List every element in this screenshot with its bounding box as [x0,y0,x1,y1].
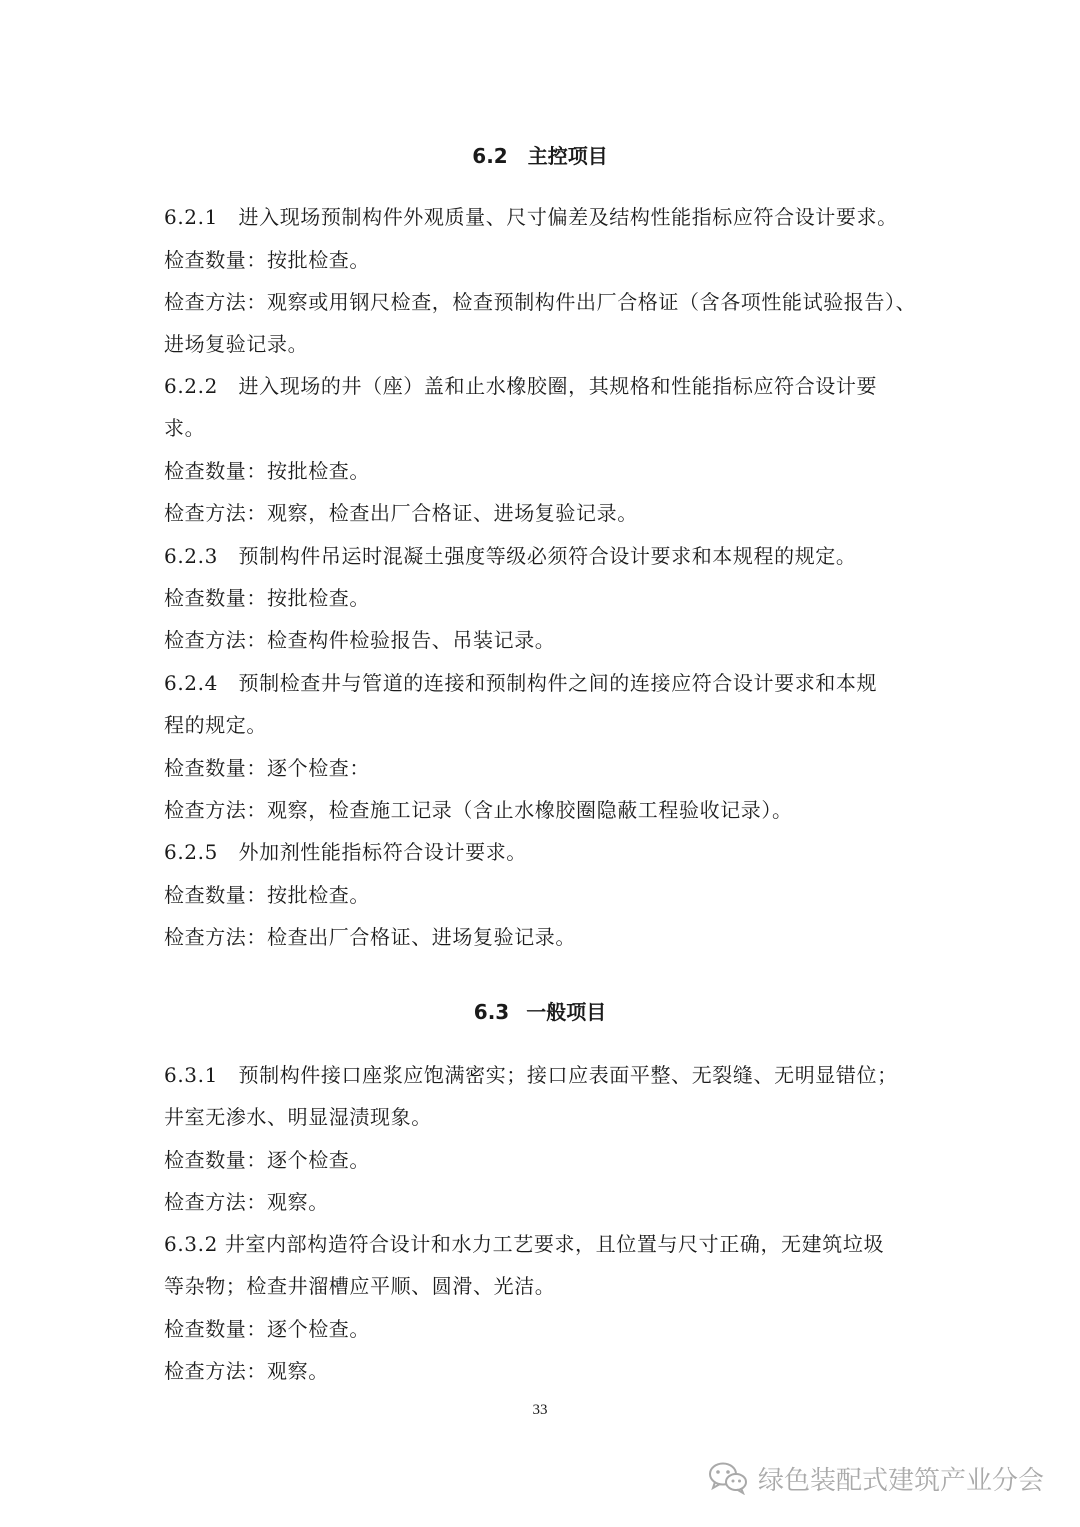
check-quantity: 检查数量：逐个检查。 [164,1317,370,1341]
clause-6-2-3: 6.2.3 预制构件吊运时混凝土强度等级必须符合设计要求和本规程的规定。 [164,544,857,568]
clause-6-2-5: 6.2.5 外加剂性能指标符合设计要求。 [164,840,527,864]
check-quantity: 检查数量：按批检查。 [164,459,370,483]
section-heading-6-2: 6.2 主控项目 [472,144,608,168]
check-quantity: 检查数量：逐个检查。 [164,1148,370,1172]
check-quantity: 检查数量：按批检查。 [164,883,370,907]
check-quantity: 检查数量：逐个检查： [164,756,370,780]
clause-6-3-2: 6.3.2 井室内部构造符合设计和水力工艺要求，且位置与尺寸正确，无建筑垃圾 [164,1232,885,1256]
check-method: 检查方法：观察，检查出厂合格证、进场复验记录。 [164,501,638,525]
text-line: 程的规定。 [164,713,267,737]
check-quantity: 检查数量：按批检查。 [164,248,370,272]
text-line: 等杂物；检查井溜槽应平顺、圆滑、光洁。 [164,1274,556,1298]
check-method: 检查方法：观察。 [164,1190,329,1214]
page-number: 33 [532,1402,548,1418]
text-line: 求。 [164,416,206,440]
clause-6-2-2: 6.2.2 进入现场的井（座）盖和止水橡胶圈，其规格和性能指标应符合设计要 [164,374,878,398]
text-line: 进场复验记录。 [164,332,309,356]
clause-6-2-1: 6.2.1 进入现场预制构件外观质量、尺寸偏差及结构性能指标应符合设计要求。 [164,205,898,229]
check-method: 检查方法：观察或用钢尺检查，检查预制构件出厂合格证（含各项性能试验报告）、 [164,290,917,314]
check-method: 检查方法：观察，检查施工记录（含止水橡胶圈隐蔽工程验收记录）。 [164,798,793,822]
clause-6-3-1: 6.3.1 预制构件接口座浆应饱满密实；接口应表面平整、无裂缝、无明显错位； [164,1063,898,1087]
clause-6-2-4: 6.2.4 预制检查井与管道的连接和预制构件之间的连接应符合设计要求和本规 [164,671,878,695]
wechat-icon [708,1461,748,1495]
check-method: 检查方法：检查出厂合格证、进场复验记录。 [164,925,576,949]
section-heading-6-3: 6.3 一般项目 [473,1000,607,1024]
watermark [708,1460,1044,1496]
check-method: 检查方法：检查构件检验报告、吊装记录。 [164,628,556,652]
text-line: 井室无渗水、明显湿渍现象。 [164,1105,432,1129]
watermark-text: 绿色装配式建筑产业分会 [757,1465,1044,1496]
check-quantity: 检查数量：按批检查。 [164,586,370,610]
check-method: 检查方法：观察。 [164,1359,329,1383]
